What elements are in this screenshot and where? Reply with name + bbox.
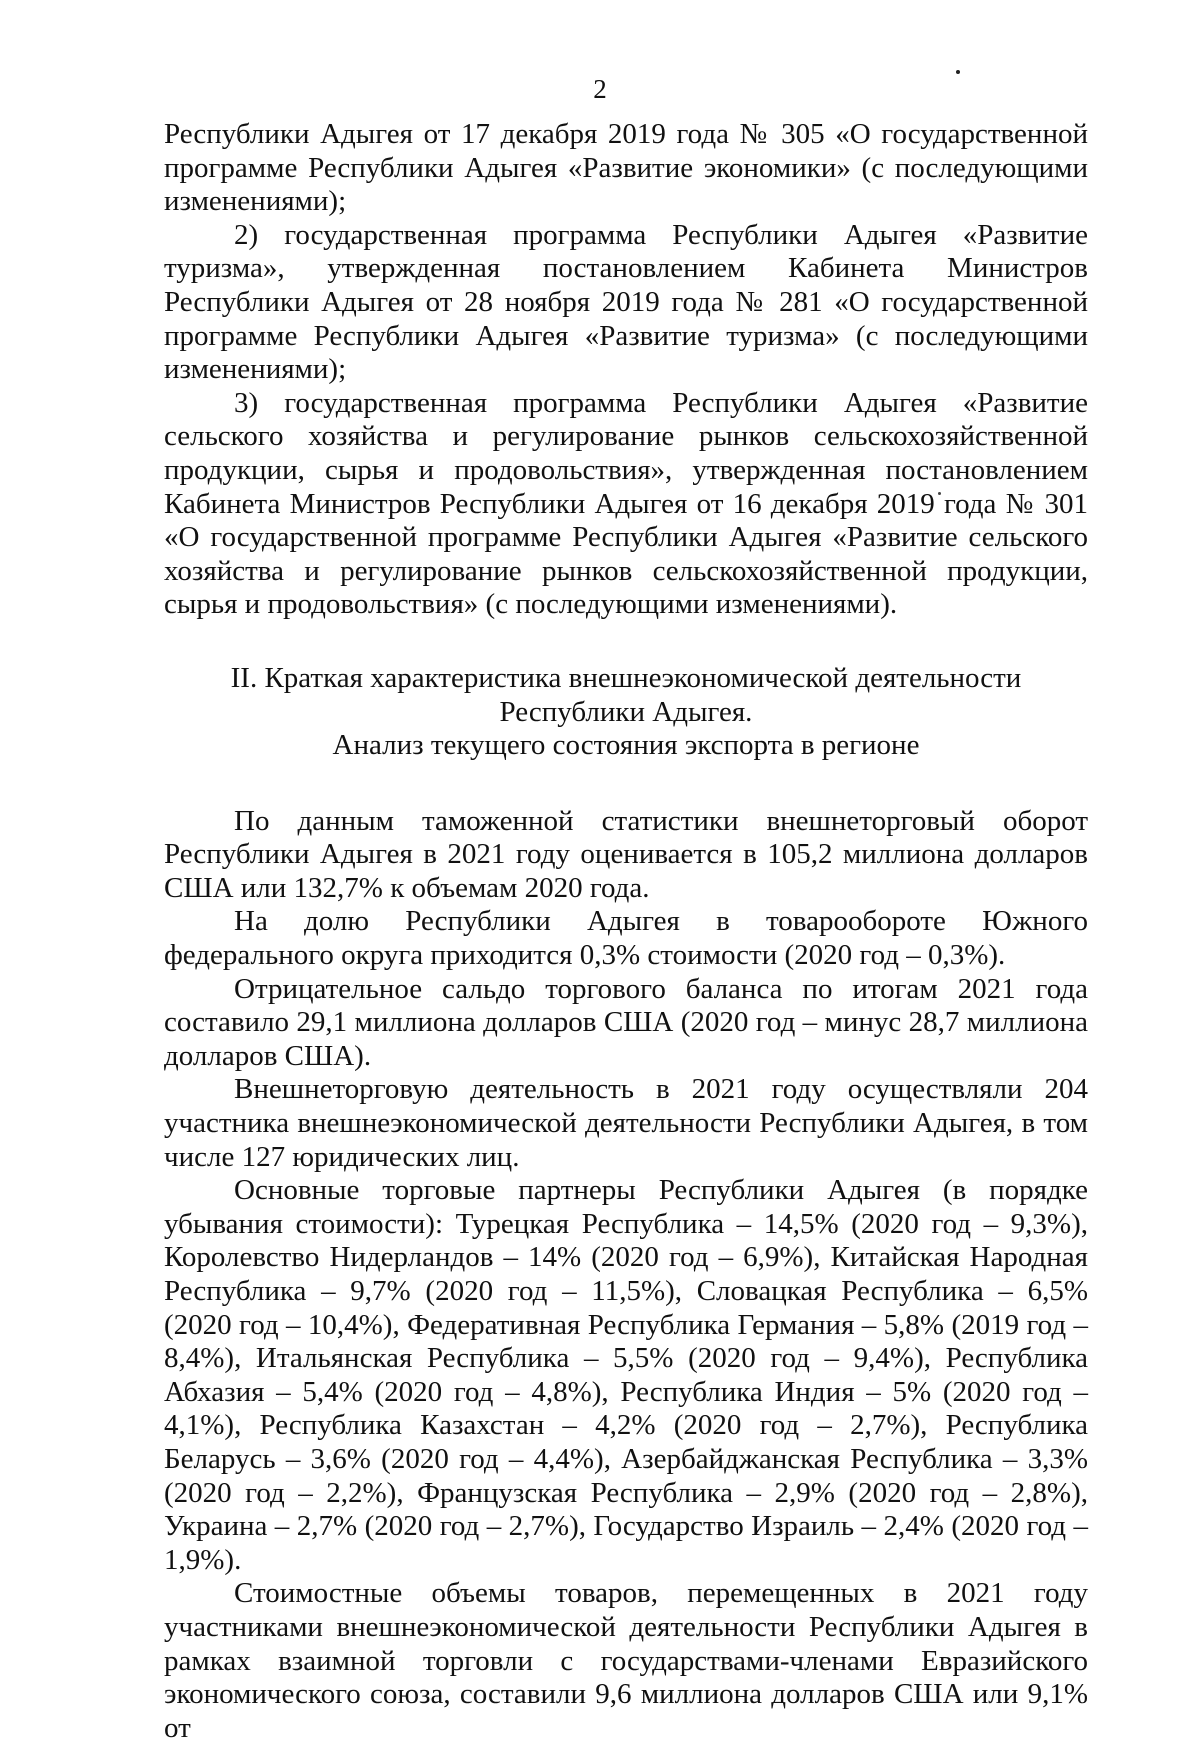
section-heading-line: II. Краткая характеристика внешнеэкономической деятельности [230,661,1022,694]
section-heading-line: Анализ текущего состояния экспорта в регионе [332,729,920,762]
paragraph-participants: Внешнеторговую деятельность в 2021 году осуществляли 204 участника внешнеэкономической деятельности Республики Адыгея, в том числе 127 юридических лиц. [164,1073,1088,1173]
paragraph-trade-partners: Основные торговые партнеры Республики Адыгея (в порядке убывания стоимости): Турецкая Республика – 14,5% (2020 год – 9,3%), Королевство Нидерландов – 14% (2020 год – 6,9%), Китайская Народная Республика – 9,7% (2020 год – 11,5%), Словацкая Республика – 6,5% (2020 год – 10,4%), Федеративная Республика Германия – 5,8% (2019 год – 8,4%), Итальянская Республика – 5,5% (2020 год – 9,4%), Республика Абхазия – 5,4% (2020 год – 4,8%), Республика Индия – 5% (2020 год – 4,1%), Республика Казахстан – 4,2% (2020 год – 2,7%), Республика Беларусь – 3,6% (2020 год – 4,4%), Азербайджанская Республика – 3,3% (2020 год – 2,2%), Французская Республика – 2,9% (2020 год – 2,8%), Украина – 2,7% (2020 год – 2,7%), Государство Израиль – 2,4% (2020 год – 1,9%). [164,1174,1088,1576]
list-item-tourism-program: 2) государственная программа Республики Адыгея «Развитие туризма», утвержденная постановлением Кабинета Министров Республики Адыгея от 28 ноября 2019 года № 281 «О государственной программе Республики Адыгея «Развитие туризма» (с последующими изменениями); [164,218,1088,386]
paragraph-continuation: Республики Адыгея от 17 декабря 2019 года № 305 «О государственной программе Республики Адыгея «Развитие экономики» (с последующими изменениями); [164,118,1088,218]
scan-speck [956,70,960,74]
page-number: 2 [593,74,607,104]
section-heading-line: Республики Адыгея. [499,695,753,728]
document-body [164,118,1088,1745]
paragraph-federal-district-share: На долю Республики Адыгея в товарообороте Южного федерального округа приходится 0,3% стоимости (2020 год – 0,3%). [164,905,1088,972]
paragraph-eaeu-trade: Стоимостные объемы товаров, перемещенных в 2021 году участниками внешнеэкономической деятельности Республики Адыгея в рамках взаимной торговли с государствами-членами Евразийского экономического союза, составили 9,6 миллиона долларов США или 9,1% от [164,1577,1088,1744]
paragraph-trade-turnover: По данным таможенной статистики внешнеторговый оборот Республики Адыгея в 2021 году оценивается в 105,2 миллиона долларов США или 132,7% к объемам 2020 года. [164,804,1088,904]
paragraph-trade-balance: Отрицательное сальдо торгового баланса по итогам 2021 года составило 29,1 миллиона долларов США (2020 год – минус 28,7 миллиона долларов США). [164,972,1088,1072]
section-heading [164,662,1088,763]
list-item-agriculture-program: 3) государственная программа Республики Адыгея «Развитие сельского хозяйства и регулирование рынков сельскохозяйственной продукции, сырья и продовольствия», утвержденная постановлением Кабинета Министров Республики Адыгея от 16 декабря 2019 года № 301 «О государственной программе Республики Адыгея «Развитие сельского хозяйства и регулирование рынков сельскохозяйственной продукции, сырья и продовольствия» (с последующими изменениями). [164,386,1088,621]
